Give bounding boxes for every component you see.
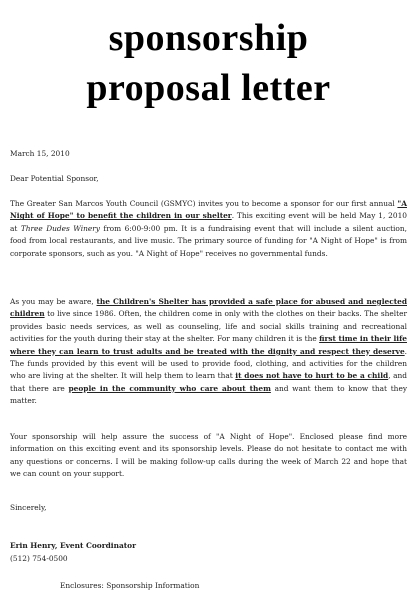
trust-highlight: first time in their life where they can learn to trust adults and be treated with the dignity and respect they deserve (10, 334, 407, 356)
event-name-highlight: "A Night of Hope" to benefit the children in our shelter (10, 199, 407, 221)
paragraph2-text-5: and want them to know that they matter. (10, 383, 407, 406)
salutation: Dear Potential Sponsor, (10, 174, 99, 183)
document-title-line2: proposal letter (86, 67, 331, 109)
enclosures: Enclosures: Sponsorship Information (60, 581, 200, 590)
event-venue: Three Dudes Winery (20, 223, 100, 233)
paragraph1-text-1: The Greater San Marcos Youth Council (GSMYC) invites you to become a sponsor for our first annual (10, 199, 398, 208)
paragraph1-text-3: from 6:00-9:00 pm. It is a fundraising event that will include a silent auction, food from local restaurants, and live music. The primary source of funding for "A Night of Hope" is from corporate sponsors, such as you. "A Night of Hope" receives no governmental funds. (10, 223, 407, 258)
paragraph-shelter (10, 296, 407, 408)
hurt-highlight: it does not have to hurt to be a child (235, 371, 389, 381)
paragraph1-text-2: . This exciting event will be held May 1, 2010 at (10, 211, 407, 233)
paragraph2-text-1: As you may be aware, (10, 297, 97, 306)
letter-date: March 15, 2010 (10, 149, 70, 158)
document-title-line1: sponsorship (108, 17, 309, 59)
closing: Sincerely, (10, 503, 47, 512)
shelter-highlight: the Children's Shelter has provided a safe place for abused and neglected children (10, 297, 407, 319)
paragraph2-text-4: , and that there are (10, 371, 407, 393)
paragraph-support: Your sponsorship will help assure the success of "A Night of Hope". Enclosed please find more information on this exciting event and its sponsorship levels. Please do not hesitate to contact me with any questions or concerns. I will be making follow-up calls during the week of March 22 and hope that we can count on your support. (10, 432, 407, 479)
paragraph2-text-2: to live since 1986. Often, the children come in only with the clothes on their backs. The shelter provides basic needs services, as well as counseling, life and social skills training and recreational activities for the youth during their stay at the shelter. For many children it is the (10, 309, 407, 344)
paragraph-invitation (10, 198, 407, 260)
signature-phone: (512) 754-0500 (10, 554, 68, 563)
signature-name: Erin Henry, Event Coordinator (10, 541, 136, 550)
community-highlight: people in the community who care about them (68, 383, 271, 393)
paragraph2-text-3: . The funds provided by this event will be used to provide food, clothing, and activities for the children who are living at the shelter. It will help them to learn that (10, 346, 407, 381)
